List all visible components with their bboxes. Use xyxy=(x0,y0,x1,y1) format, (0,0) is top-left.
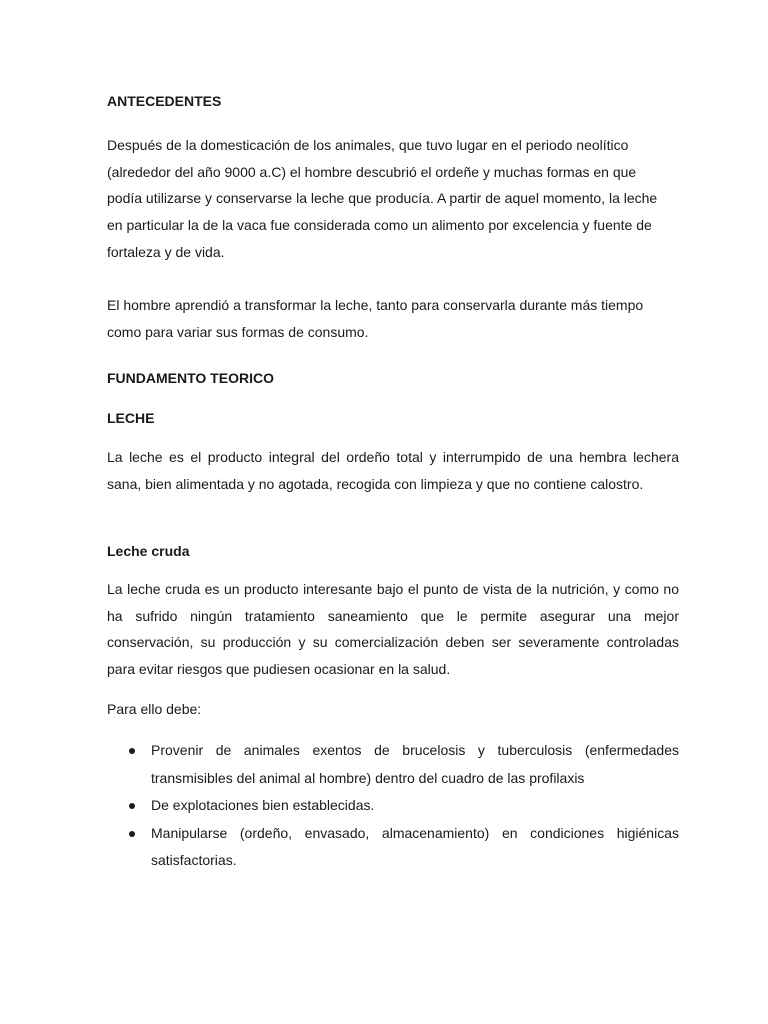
bullet-icon xyxy=(129,831,135,837)
leche-cruda-paragraph: La leche cruda es un producto interesante bajo el punto de vista de la nutrición, y como no ha sufrido ningún tratamiento saneamiento que le permite asegurar una mejor conservación, su producción y su comercialización deben ser severamente controladas para evitar riesgos que pudiesen ocasionar en la salud. xyxy=(107,581,679,678)
leche-heading: LECHE xyxy=(107,410,155,426)
requirements-list xyxy=(107,737,679,875)
list-item xyxy=(107,737,679,792)
antecedentes-paragraph-1: Después de la domesticación de los animales, que tuvo lugar en el periodo neolítico (alrededor del año 9000 a.C) el hombre descubrió el ordeñe y muchas formas en que podía utilizarse y conservarse la leche que producía. A partir de aquel momento, la leche en particular la de la vaca fue considerada como un alimento por excelencia y fuente de fortaleza y de vida. xyxy=(107,137,658,260)
list-item xyxy=(107,820,679,875)
list-item-text: Manipularse (ordeño, envasado, almacenamiento) en condiciones higiénicas satisfactorias. xyxy=(151,824,679,868)
list-item-text: Provenir de animales exentos de brucelosis y tuberculosis (enfermedades transmisibles del animal al hombre) dentro del cuadro de las profilaxis xyxy=(151,742,679,786)
bullet-icon xyxy=(129,748,135,754)
antecedentes-paragraph-2: El hombre aprendió a transformar la leche, tanto para conservarla durante más tiempo como para variar sus formas de consumo. xyxy=(107,297,644,340)
list-item-text: De explotaciones bien establecidas. xyxy=(151,797,375,813)
list-item xyxy=(107,792,679,820)
leche-cruda-heading: Leche cruda xyxy=(107,543,190,559)
bullet-icon xyxy=(129,803,135,809)
antecedentes-heading: ANTECEDENTES xyxy=(107,93,222,109)
fundamento-teorico-heading: FUNDAMENTO TEORICO xyxy=(107,370,274,386)
para-ello-text: Para ello debe: xyxy=(107,701,202,717)
leche-paragraph: La leche es el producto integral del ordeño total y interrumpido de una hembra lechera sana, bien alimentada y no agotada, recogida con limpieza y que no contiene calostro. xyxy=(107,449,679,492)
